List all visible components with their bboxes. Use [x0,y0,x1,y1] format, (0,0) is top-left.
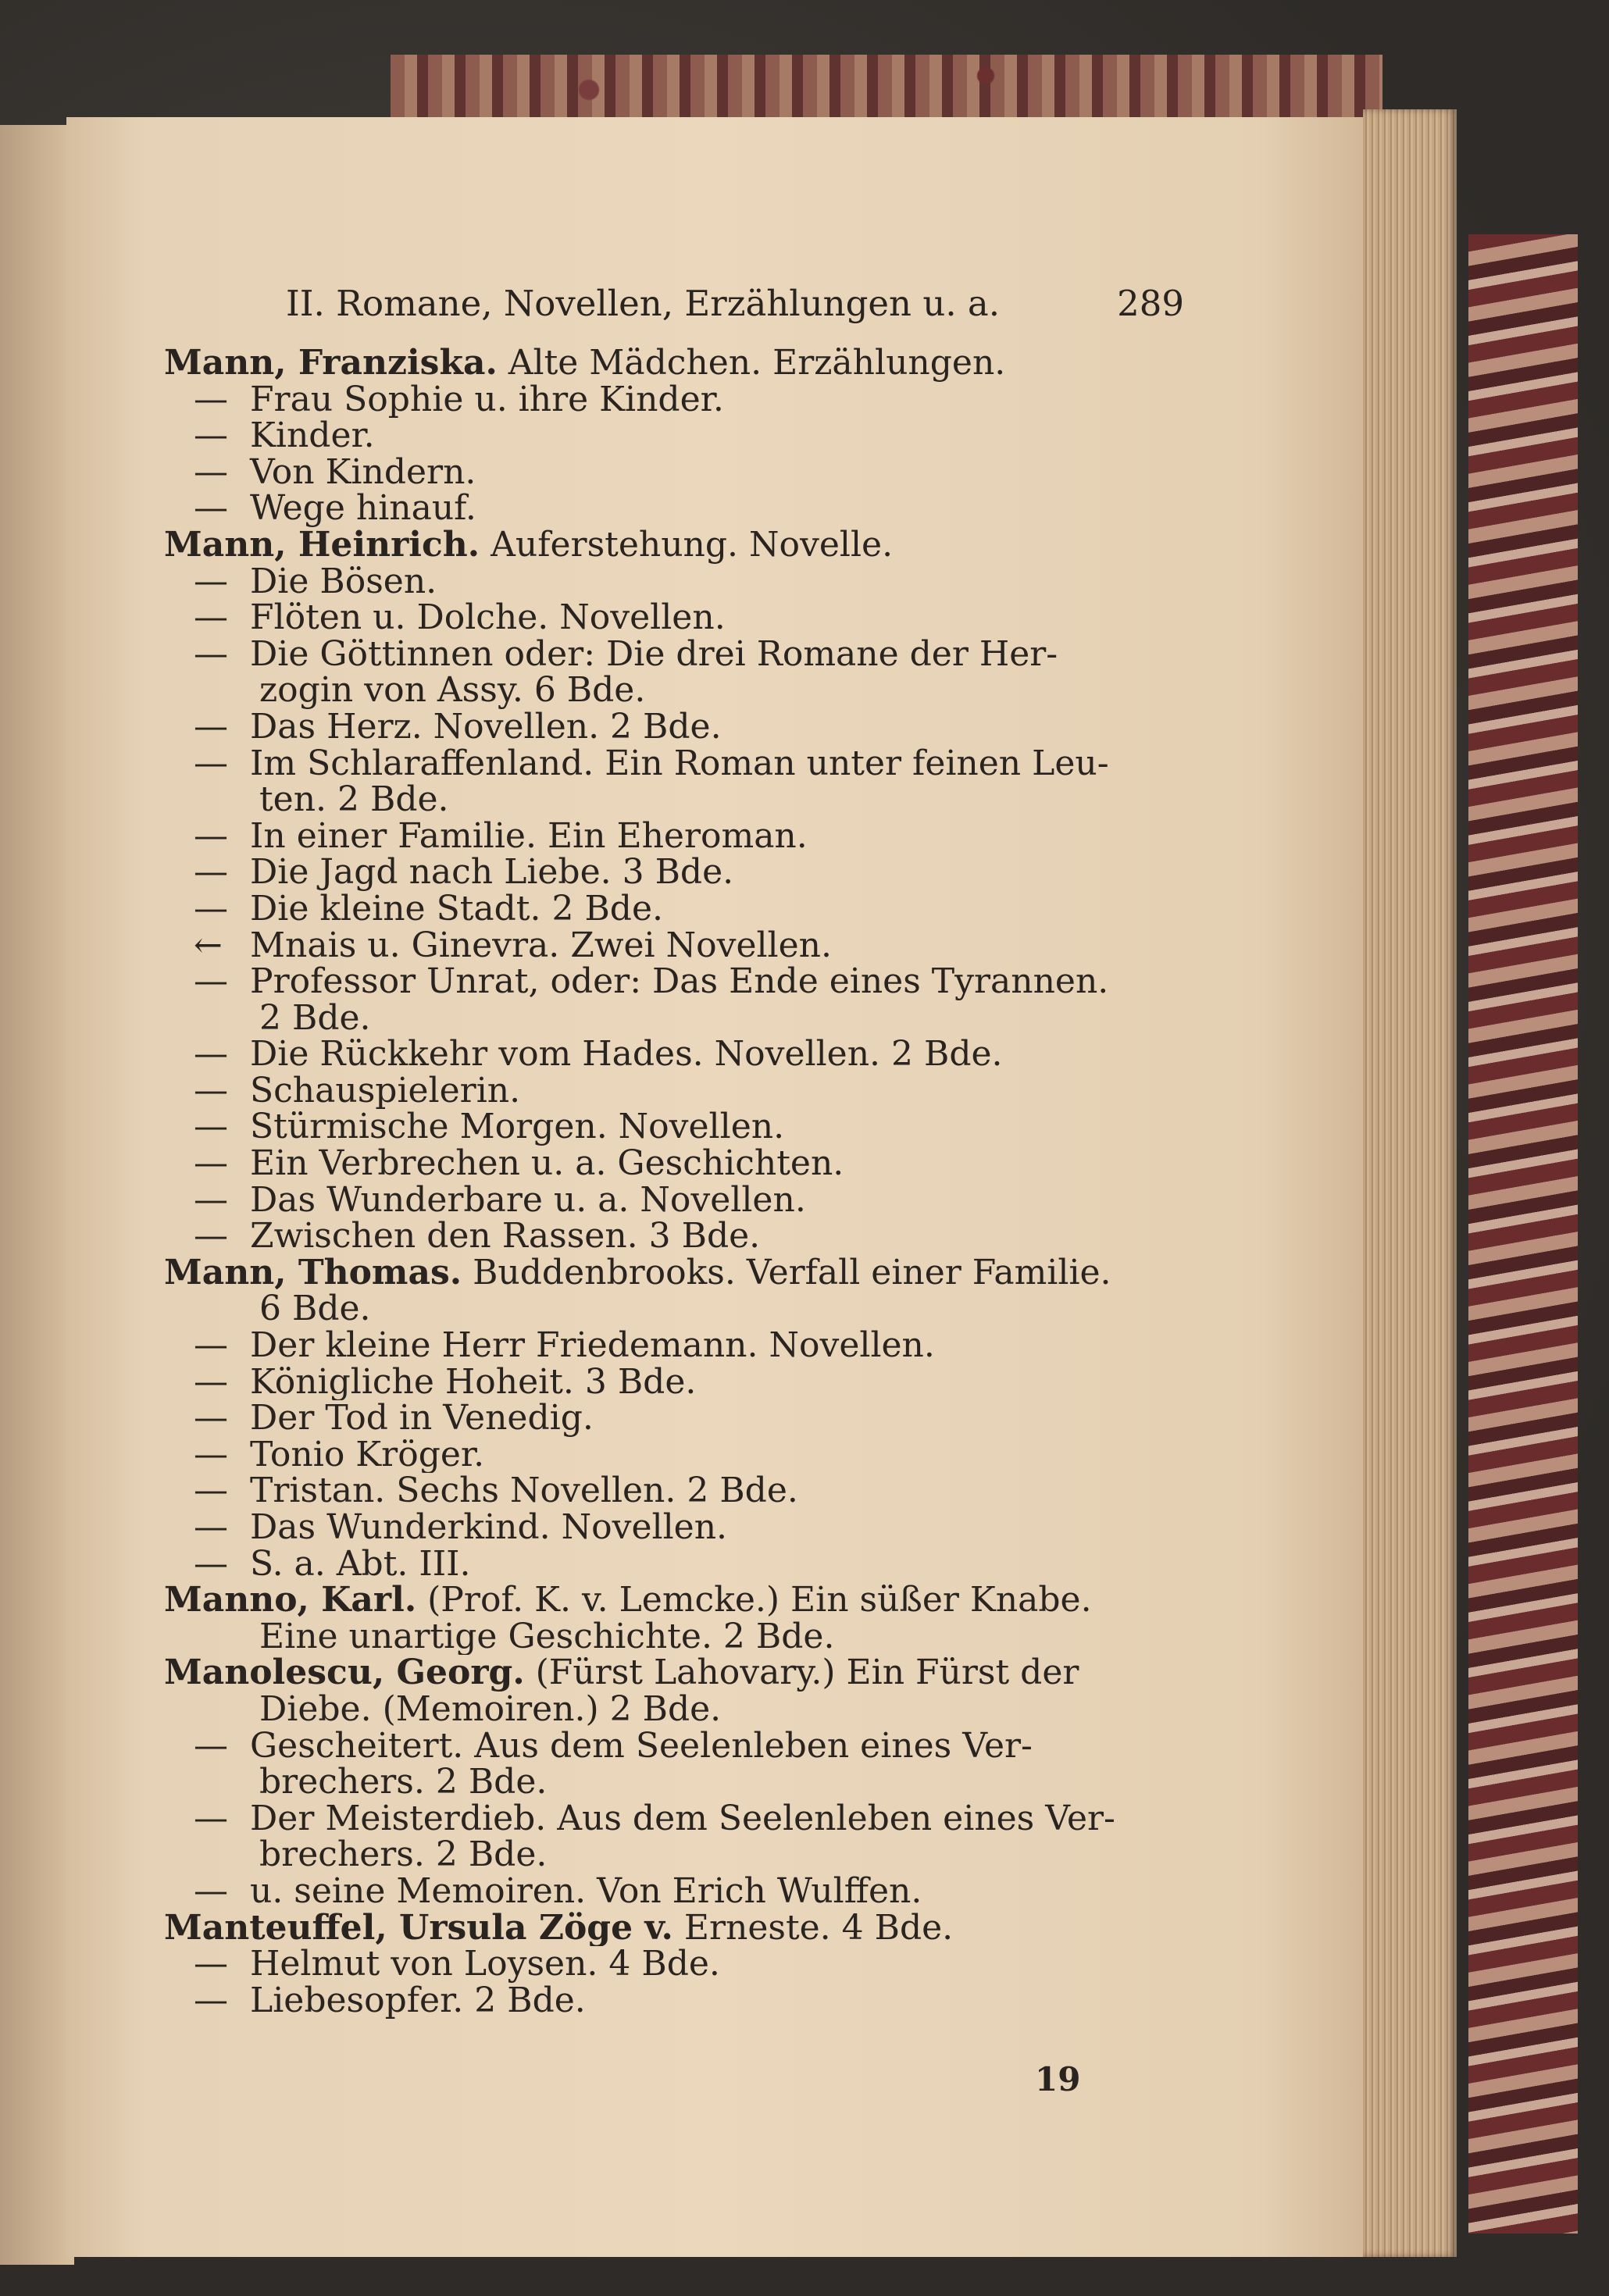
title-entry [164,455,1172,491]
entry-text: Diebe. (Memoiren.) 2 Bde. [259,1691,722,1728]
ditto-dash: — [194,636,228,673]
ditto-dash: — [194,563,228,601]
title-entry [164,600,1172,636]
entry-text: Liebesopfer. 2 Bde. [250,1982,586,2020]
ditto-dash: — [194,1510,228,1546]
entry-text: Tristan. Sechs Novellen. 2 Bde. [250,1473,798,1510]
author-name: Mann, Thomas. [164,1254,462,1292]
entry-text: Professor Unrat, oder: Das Ende eines Tyrannen. [250,964,1109,1000]
title-entry [164,746,1172,783]
ditto-dash: — [194,1072,228,1110]
ditto-dash: — [194,1328,228,1364]
entry-text: Erneste. 4 Bde. [672,1909,954,1947]
title-entry [164,1146,1172,1182]
continuation-line [164,1291,1172,1328]
ditto-dash: — [194,490,228,527]
title-entry [164,1728,1172,1765]
entry-text: Das Wunderkind. Novellen. [250,1510,728,1546]
title-entry [164,1400,1172,1437]
title-entry [164,891,1172,928]
ditto-dash: — [194,454,228,491]
entry-text: ten. 2 Bde. [259,782,449,818]
entry-text: S. a. Abt. III. [250,1546,471,1583]
entry-text: Königliche Hoheit. 3 Bde. [250,1364,697,1401]
entry-text: zogin von Assy. 6 Bde. [259,672,646,709]
signature-mark: 19 [1035,2060,1081,2098]
ditto-dash: — [194,418,228,455]
entry-text: Kinder. [250,418,375,455]
entry-text: brechers. 2 Bde. [259,1764,548,1801]
entry-text: Der Meisterdieb. Aus dem Seelenleben eines Ver- [250,1800,1115,1838]
author-name: Mann, Heinrich. [164,526,480,564]
title-entry [164,1546,1172,1583]
ditto-dash: — [194,1800,228,1838]
ditto-dash: — [194,381,228,419]
ditto-dash: — [194,1364,228,1401]
entry-text: Mnais u. Ginevra. Zwei Novellen. [250,927,832,964]
title-entry [164,709,1172,746]
author-entry [164,1655,1172,1692]
title-entry [164,1328,1172,1364]
author-name: Manteuffel, Ursula Zöge v. [164,1909,673,1947]
entry-text: In einer Familie. Ein Eheroman. [250,818,808,855]
title-entry [164,1182,1172,1219]
entry-text: Gescheitert. Aus dem Seelenleben eines Ver- [250,1727,1033,1765]
entry-text: Die Jagd nach Liebe. 3 Bde. [250,854,734,891]
entry-text: Der Tod in Venedig. [250,1400,594,1437]
continuation-line [164,1619,1172,1656]
title-entry [164,964,1172,1000]
entry-text: Buddenbrooks. Verfall einer Familie. [462,1254,1111,1292]
entry-text: Flöten u. Dolche. Novellen. [250,600,726,636]
ditto-dash: — [194,1982,228,2020]
entry-text: Auferstehung. Novelle. [480,526,894,564]
author-name: Manolescu, Georg. [164,1655,525,1692]
title-entry [164,1473,1172,1510]
title-entry [164,1983,1172,2020]
arrow-dash-mark: ← [194,927,223,964]
author-name: Mann, Franziska. [164,345,498,382]
title-entry [164,564,1172,601]
entry-text: Von Kindern. [250,454,476,491]
ditto-dash: — [194,745,228,783]
entry-text: Zwischen den Rassen. 3 Bde. [250,1218,761,1255]
ditto-dash: — [194,1473,228,1510]
marbled-cover-right [1468,234,1578,2234]
title-entry [164,1109,1172,1146]
ditto-dash: — [194,854,228,891]
entry-text: 6 Bde. [259,1291,371,1328]
ditto-dash: — [194,1036,228,1073]
ditto-dash: — [194,1873,228,1910]
ditto-dash: — [194,1436,228,1474]
title-entry [164,854,1172,891]
entry-text: Die Rückkehr vom Hades. Novellen. 2 Bde. [250,1036,1003,1073]
entry-text: u. seine Memoiren. Von Erich Wulffen. [250,1873,922,1910]
entry-text: (Fürst Lahovary.) Ein Fürst der [524,1655,1079,1692]
entry-text: Das Herz. Novellen. 2 Bde. [250,708,722,746]
marbled-cover-top [391,55,1382,125]
author-entry [164,1910,1172,1947]
ditto-dash: — [194,1946,228,1983]
ditto-dash: — [194,1727,228,1765]
entry-text: Die Göttinnen oder: Die drei Romane der Her- [250,636,1058,673]
title-entry [164,1437,1172,1474]
title-entry [164,818,1172,855]
ditto-dash: — [194,1400,228,1437]
title-entry [164,490,1172,527]
title-entry [164,636,1172,673]
entry-text: Tonio Kröger. [250,1436,485,1474]
ditto-dash: — [194,1218,228,1255]
entry-text: (Prof. K. v. Lemcke.) Ein süßer Knabe. [416,1582,1092,1619]
catalog-entries [164,345,1172,2019]
entry-text: 2 Bde. [259,1000,371,1037]
title-entry [164,418,1172,455]
entry-text: Wege hinauf. [250,490,476,527]
continuation-line [164,1764,1172,1801]
running-header [286,283,1184,330]
author-entry [164,1255,1172,1292]
continuation-line [164,1692,1172,1728]
ditto-dash: — [194,964,228,1000]
ditto-dash: — [194,1109,228,1146]
title-entry [164,1946,1172,1983]
continuation-line [164,1000,1172,1037]
author-entry [164,1582,1172,1619]
header-title: II. Romane, Novellen, Erzählungen u. a. [286,283,1001,324]
entry-text: Stürmische Morgen. Novellen. [250,1109,785,1146]
ditto-dash: — [194,1546,228,1583]
title-entry [164,1073,1172,1110]
ditto-dash: — [194,600,228,636]
entry-text: Ein Verbrechen u. a. Geschichten. [250,1146,844,1182]
title-entry [164,928,1172,964]
title-entry [164,1874,1172,1910]
entry-text: Die kleine Stadt. 2 Bde. [250,890,663,928]
ditto-dash: — [194,708,228,746]
entry-text: Frau Sophie u. ihre Kinder. [250,381,724,419]
entry-text: Im Schlaraffenland. Ein Roman unter feinen Leu- [250,745,1109,783]
title-entry [164,1364,1172,1401]
title-entry [164,1510,1172,1546]
title-entry [164,1218,1172,1255]
page-edges [1363,109,1457,2257]
title-entry [164,1036,1172,1073]
left-page-edge [0,125,74,2265]
continuation-line [164,782,1172,818]
continuation-line [164,1837,1172,1874]
continuation-line [164,672,1172,709]
entry-text: brechers. 2 Bde. [259,1837,548,1874]
author-entry [164,345,1172,382]
ditto-dash: — [194,1146,228,1182]
ditto-dash: — [194,1182,228,1219]
author-entry [164,527,1172,564]
entry-text: Der kleine Herr Friedemann. Novellen. [250,1328,935,1364]
entry-text: Das Wunderbare u. a. Novellen. [250,1182,806,1219]
author-name: Manno, Karl. [164,1582,417,1619]
entry-text: Helmut von Loysen. 4 Bde. [250,1946,720,1983]
entry-text: Schauspielerin. [250,1072,521,1110]
entry-text: Eine unartige Geschichte. 2 Bde. [259,1618,835,1656]
ditto-dash: — [194,818,228,855]
ditto-dash: — [194,890,228,928]
entry-text: Die Bösen. [250,563,437,601]
entry-text: Alte Mädchen. Erzählungen. [497,345,1006,382]
page-number: 289 [1117,283,1184,324]
title-entry [164,1801,1172,1838]
title-entry [164,382,1172,419]
